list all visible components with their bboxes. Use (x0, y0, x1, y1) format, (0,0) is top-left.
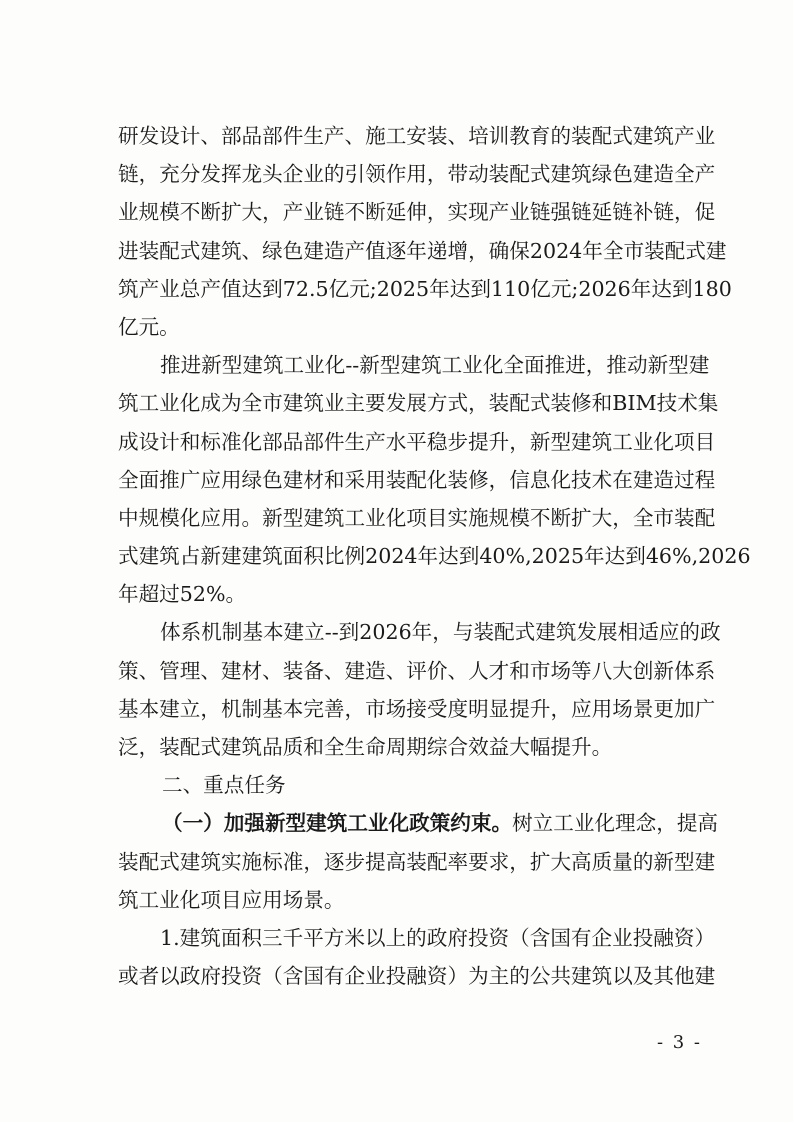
text-line: 筑产业总产值达到72.5亿元;2025年达到110亿元;2026年达到180 (118, 276, 732, 301)
text-line: 体系机制基本建立--到2026年，与装配式建筑发展相适应的政 (160, 620, 721, 645)
text-line: 亿元。 (118, 314, 180, 339)
paragraph (118, 613, 721, 766)
text-line (118, 804, 719, 842)
text-line: 筑工业化成为全市建筑业主要发展方式，装配式装修和BIM技术集 (118, 391, 719, 416)
paragraph (118, 804, 719, 919)
text-line: 泛，装配式建筑品质和全生命周期综合效益大幅提升。 (118, 735, 613, 759)
text-line: 或者以政府投资（含国有企业投融资）为主的公共建筑以及其他建 (118, 964, 716, 989)
text-line: 成设计和标准化部品部件生产水平稳步提升，新型建筑工业化项目 (118, 429, 716, 454)
body-text (118, 117, 751, 995)
text-line: 基本建立，机制基本完善，市场接受度明显提升，应用场景更加广 (118, 696, 716, 721)
text-line: 年超过52%。 (118, 582, 247, 607)
text-line: 研发设计、部品部件生产、施工安装、培训教育的装配式建筑产业 (118, 124, 716, 148)
text-line: 装配式建筑实施标准，逐步提高装配率要求，扩大高质量的新型建 (118, 849, 716, 874)
text-line: 进装配式建筑、绿色建造产值逐年递增，确保2024年全市装配式建 (118, 238, 727, 263)
text-line: 全面推广应用绿色建材和采用装配化装修，信息化技术在建造过程 (118, 467, 716, 492)
text-line: 1.建筑面积三千平方米以上的政府投资（含国有企业投融资） (160, 925, 716, 950)
paragraph (118, 346, 751, 613)
text-span: 树立工业化理念，提高 (512, 811, 719, 836)
text-line: 推进新型建筑工业化--新型建筑工业化全面推进，推动新型建 (160, 353, 710, 378)
text-line: 策、管理、建材、装备、建造、评价、人才和市场等八大创新体系 (118, 658, 716, 683)
text-line: 中规模化应用。新型建筑工业化项目实施规模不断扩大，全市装配 (118, 505, 716, 530)
paragraph (118, 117, 732, 346)
paragraph (118, 919, 716, 995)
section-heading: 二、重点任务 (162, 773, 286, 798)
page-number: - 3 - (656, 1032, 702, 1053)
subsection-title: （一）加强新型建筑工业化政策约束。 (162, 811, 513, 836)
text-line: 链，充分发挥龙头企业的引领作用，带动装配式建筑绿色建造全产 (118, 162, 716, 187)
text-line: 筑工业化项目应用场景。 (118, 887, 345, 912)
text-line: 式建筑占新建建筑面积比例2024年达到40%,2025年达到46%,2026 (118, 544, 751, 569)
text-line: 业规模不断扩大，产业链不断延伸，实现产业链强链延链补链，促 (118, 200, 716, 225)
